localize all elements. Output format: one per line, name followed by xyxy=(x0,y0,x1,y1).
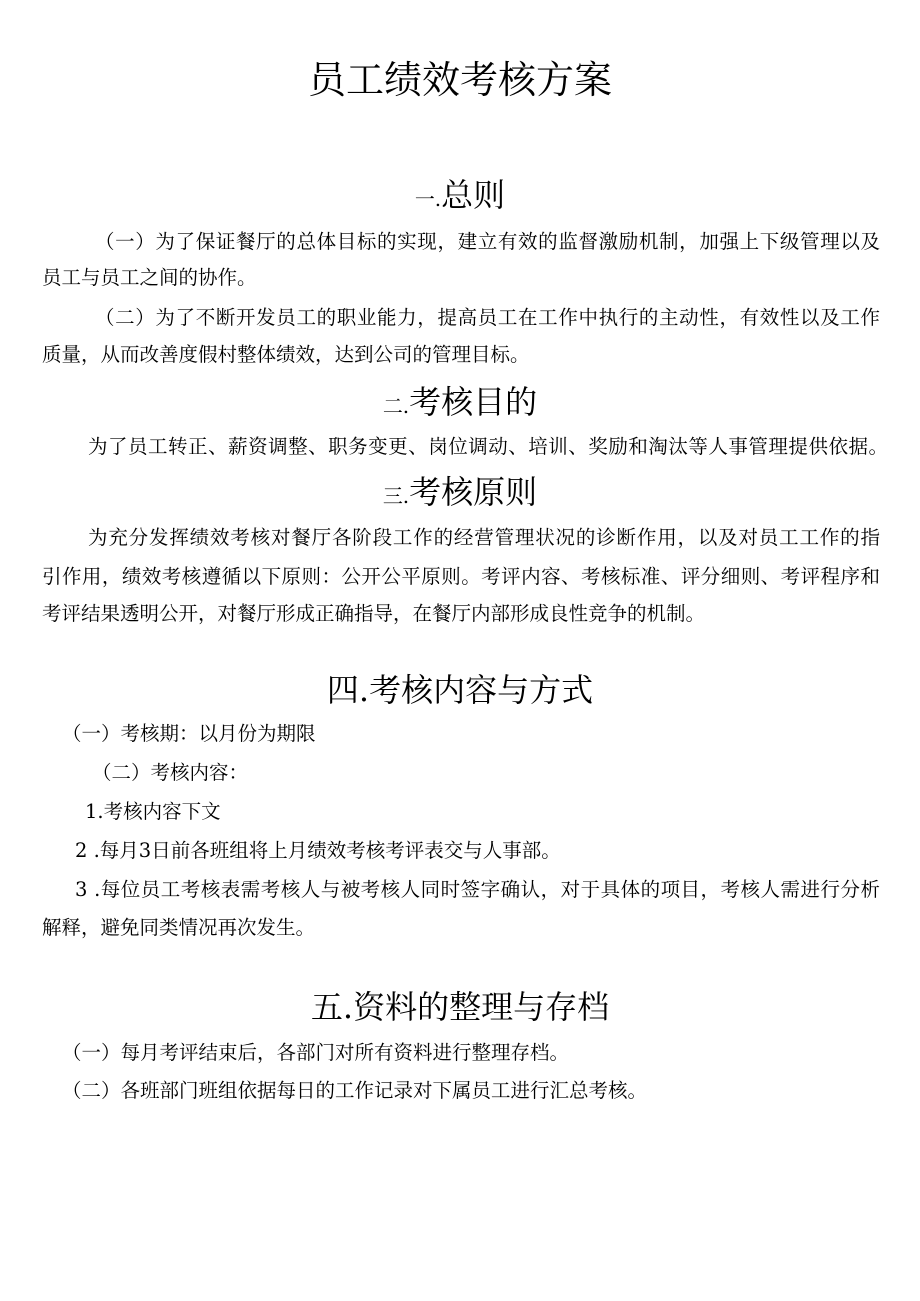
paragraph-line: 引作用，绩效考核遵循以下原则：公开公平原则。考评内容、考核标准、评分细则、考评程序和 xyxy=(42,565,880,588)
paragraph-line: （一）为了保证餐厅的总体目标的实现，建立有效的监督激励机制，加强上下级管理以及 xyxy=(95,230,880,253)
section-number: 一. xyxy=(414,187,442,211)
section-heading-general xyxy=(0,175,920,219)
section-title: 总则 xyxy=(441,176,506,214)
section-number: 二. xyxy=(382,394,410,418)
paragraph-line: 员工与员工之间的协作。 xyxy=(42,266,257,289)
section-title: 考核目的 xyxy=(409,383,538,421)
paragraph-line: 质量，从而改善度假村整体绩效，达到公司的管理目标。 xyxy=(42,343,530,366)
section-heading-principles xyxy=(0,472,920,516)
list-item: 1.考核内容下文 xyxy=(85,800,221,823)
list-item: （二）考核内容： xyxy=(92,761,249,784)
section-heading-content-method xyxy=(0,670,920,710)
list-item: （一）考核期：以月份为期限 xyxy=(62,722,316,745)
list-item: 3 .每位员工考核表需考核人与被考核人同时签字确认，对于具体的项目，考核人需进行分析 xyxy=(75,878,880,901)
section-title: 考核内容与方式 xyxy=(369,671,594,709)
section-number: 三. xyxy=(382,484,410,508)
section-heading-purpose xyxy=(0,382,920,426)
list-item: （一）每月考评结束后，各部门对所有资料进行整理存档。 xyxy=(62,1041,570,1064)
paragraph-line: 为充分发挥绩效考核对餐厅各阶段工作的经营管理状况的诊断作用，以及对员工工作的指 xyxy=(88,526,880,549)
paragraph-line: 考评结果透明公开，对餐厅形成正确指导，在餐厅内部形成良性竞争的机制。 xyxy=(42,602,706,625)
paragraph-line: 为了员工转正、薪资调整、职务变更、岗位调动、培训、奖励和淘汰等人事管理提供依据。 xyxy=(88,435,888,458)
section-title: 资料的整理与存档 xyxy=(353,988,610,1026)
list-item: （二）各班部门班组依据每日的工作记录对下属员工进行汇总考核。 xyxy=(62,1079,648,1102)
list-item: 解释，避免同类情况再次发生。 xyxy=(42,916,316,939)
document-title: 员工绩效考核方案 xyxy=(307,58,612,102)
section-number: 五. xyxy=(310,988,354,1026)
section-number: 四. xyxy=(326,671,370,709)
section-title: 考核原则 xyxy=(409,473,538,511)
paragraph-line: （二）为了不断开发员工的职业能力，提高员工在工作中执行的主动性，有效性以及工作 xyxy=(95,306,880,329)
section-heading-archiving xyxy=(0,987,920,1027)
list-item: 2 .每月3日前各班组将上月绩效考核考评表交与人事部。 xyxy=(75,839,561,862)
